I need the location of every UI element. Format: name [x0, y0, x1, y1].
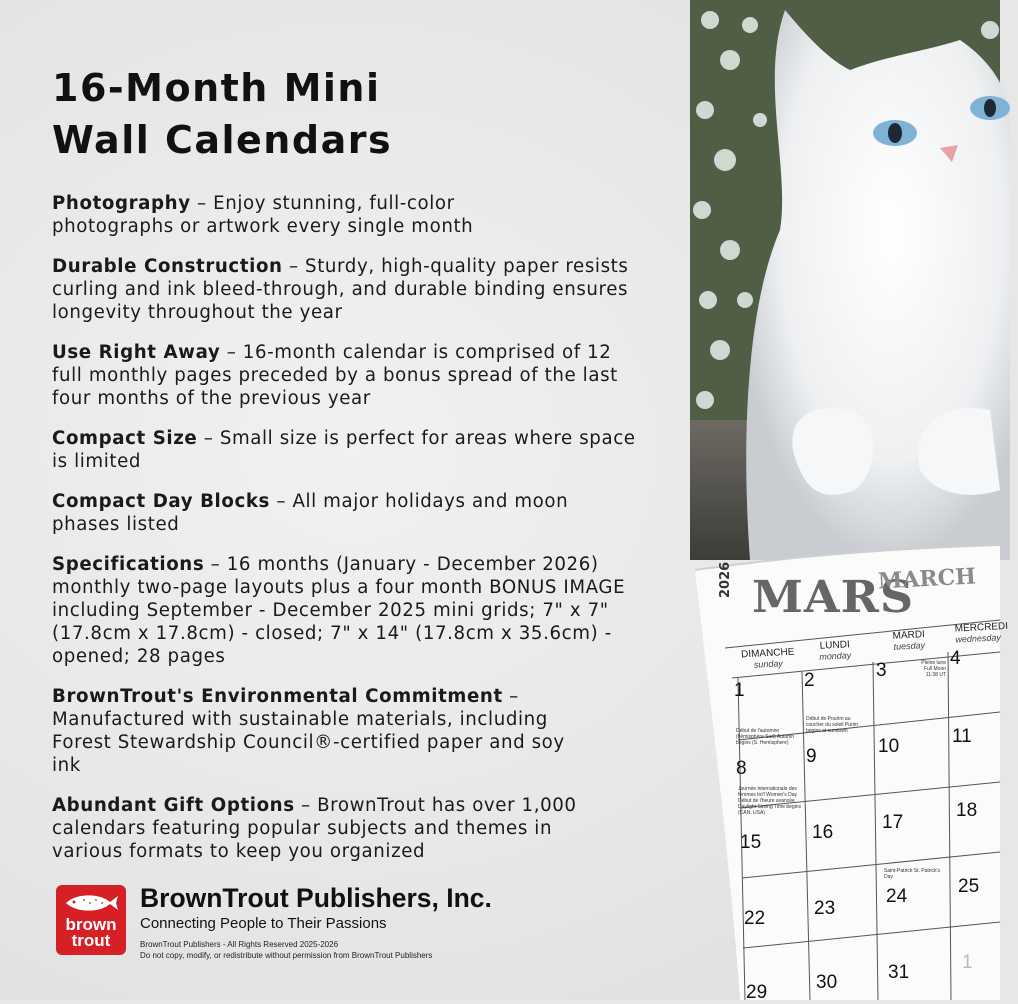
weekday-label-fr: LUNDI — [819, 639, 851, 652]
day-number: 30 — [816, 972, 838, 993]
browntrout-logo — [56, 885, 126, 955]
feature-text: – 16-month calendar is comprised of 12 full monthly pages preceded by a bonus spread of the last four months of the previous year — [52, 342, 618, 409]
feature-compact-day-blocks — [52, 490, 642, 536]
feature-heading: Abundant Gift Options — [52, 795, 295, 816]
feature-heading: Durable Construction — [52, 256, 283, 277]
feature-text: – Small size is perfect for areas where space is limited — [52, 428, 636, 472]
month-name-english: MARCH — [877, 563, 977, 595]
day-number: 4 — [950, 648, 961, 669]
weekday-label-en: wednesday — [955, 632, 1002, 645]
day-number: 24 — [886, 886, 908, 907]
copyright-notice — [140, 939, 432, 961]
feature-text: – Enjoy stunning, full-color photographs or artwork every single month — [52, 193, 474, 237]
holiday-note: Début de Pourim au coucher du soleil Purim begins at sundown — [806, 716, 858, 734]
publisher-name: BrownTrout Publishers, Inc. — [140, 883, 492, 913]
copyright-line-2: Do not copy, modify, or redistribute without permission from BrownTrout Publishers — [140, 951, 433, 960]
day-number: 11 — [952, 726, 972, 747]
calendar-page-grid — [680, 0, 1000, 1000]
feature-heading: Compact Size — [52, 428, 198, 449]
feature-heading: Specifications — [52, 554, 205, 575]
feature-use-right-away — [52, 341, 642, 410]
feature-column — [52, 62, 672, 863]
feature-heading: Photography — [52, 193, 191, 214]
weekday-label-fr: MERCREDI — [954, 620, 1009, 635]
day-number-next-month: 1 — [962, 952, 973, 973]
day-number: 23 — [814, 898, 836, 919]
feature-text: – Sturdy, high-quality paper resists curling and ink bleed-through, and durable binding ensures longevity throughout the year — [52, 256, 629, 323]
page-title — [52, 62, 672, 166]
feature-specifications — [52, 553, 660, 668]
day-number: 18 — [956, 800, 978, 821]
weekday-label-en: sunday — [753, 658, 784, 670]
day-number: 15 — [740, 832, 762, 853]
calendar-preview — [680, 0, 1009, 1003]
feature-text: – Manufactured with sustainable materials, including Forest Stewardship Council®-certified paper and soy ink — [52, 686, 565, 776]
feature-heading: BrownTrout's Environmental Commitment — [52, 686, 503, 707]
weekday-monday — [804, 638, 865, 662]
feature-environmental-commitment — [52, 685, 582, 777]
feature-durable-construction — [52, 255, 632, 324]
feature-text: – BrownTrout has over 1,000 calendars featuring popular subjects and themes in various formats to keep you organized — [52, 795, 577, 862]
day-number: 29 — [746, 982, 768, 1003]
weekday-sunday — [737, 646, 798, 670]
day-number: 22 — [744, 908, 766, 929]
day-number: 1 — [734, 680, 745, 701]
publisher-tagline: Connecting People to Their Passions — [140, 915, 387, 932]
logo-text-trout: trout — [71, 931, 111, 950]
copyright-line-1: BrownTrout Publishers - All Rights Reserved 2025-2026 — [140, 940, 339, 949]
weekday-wednesday — [954, 620, 1017, 644]
day-number: 8 — [736, 758, 747, 779]
weekday-label-fr: MARDI — [892, 629, 926, 642]
feature-text: – All major holidays and moon phases listed — [52, 491, 569, 535]
feature-heading: Use Right Away — [52, 342, 221, 363]
feature-compact-size — [52, 427, 642, 473]
day-number: 10 — [878, 736, 900, 757]
day-number: 31 — [888, 962, 910, 983]
feature-text: – 16 months (January - December 2026) monthly two-page layouts plus a four month BONUS IMAGE including September - December 2025 mini grids; 7" x 7" (17.8cm x 17.8cm) - closed; 7" x 14" (17.8cm x 35.6cm) - opened; 28 pages — [52, 554, 626, 667]
title-line-2: Wall Calendars — [52, 118, 393, 162]
feature-gift-options — [52, 794, 612, 863]
holiday-note: Journée internationale des femmes Int'l Women's Day Début de l'heure avancée Daylight Saving Time begins (CAN, USA) — [738, 786, 802, 816]
day-number: 17 — [882, 812, 904, 833]
trout-icon — [62, 891, 120, 915]
holiday-note: Saint-Patrick St. Patrick's Day — [884, 868, 940, 880]
feature-heading: Compact Day Blocks — [52, 491, 270, 512]
weekday-label-en: monday — [819, 650, 852, 662]
calendar-year: 2026 — [718, 561, 733, 598]
day-number: 16 — [812, 822, 834, 843]
weekday-label-en: tuesday — [893, 640, 926, 652]
moon-phase-note: Pleine lune Full Moon 11:38 UT — [921, 660, 946, 678]
month-name-french: MARS — [752, 571, 915, 623]
day-number: 2 — [804, 670, 815, 691]
logo-text-brown: brown — [65, 915, 117, 934]
day-number: 9 — [806, 746, 817, 767]
holiday-note: Début de l'automne (hémisphère Sud) Autumn begins (S. Hemisphere) — [736, 728, 795, 746]
day-number: 3 — [876, 660, 887, 681]
weekday-label-fr: DIMANCHE — [740, 646, 795, 661]
title-line-1: 16-Month Mini — [52, 66, 381, 110]
weekday-tuesday — [877, 628, 940, 652]
day-number: 25 — [958, 876, 980, 897]
feature-photography — [52, 192, 552, 238]
publisher-block — [56, 885, 616, 965]
